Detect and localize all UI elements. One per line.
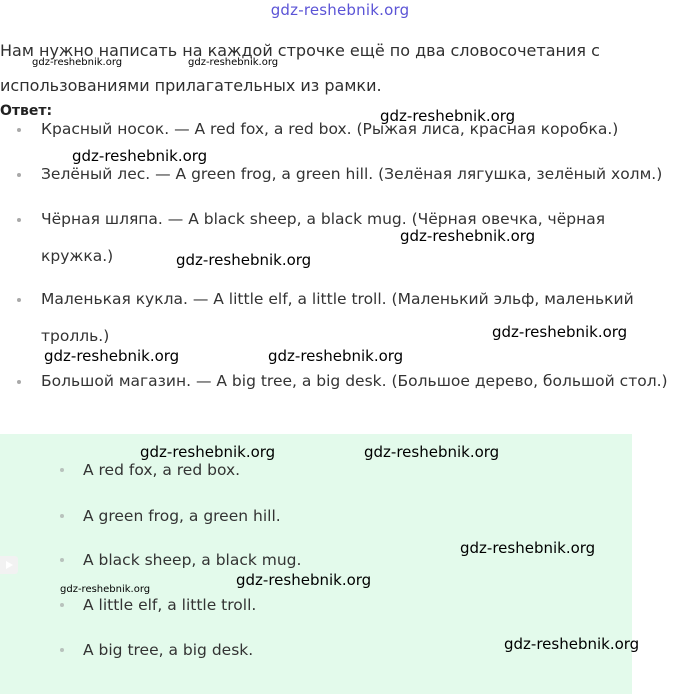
bullet-icon	[60, 648, 64, 652]
watermark: gdz-reshebnik.org	[364, 443, 500, 461]
bullet-icon	[17, 128, 21, 132]
watermark: gdz-reshebnik.org	[32, 57, 123, 68]
watermark: gdz-reshebnik.org	[176, 251, 312, 269]
watermark: gdz-reshebnik.org	[380, 107, 516, 125]
answer-text: Красный носок. — A red fox, a red box. (Рыжая лиса, красная коробка.)	[41, 120, 619, 138]
bullet-icon	[17, 173, 21, 177]
watermark: gdz-reshebnik.org	[492, 323, 628, 341]
bullet-icon	[17, 380, 21, 384]
bullet-icon	[60, 468, 64, 472]
watermark: gdz-reshebnik.org	[400, 227, 536, 245]
task-intro: Нам нужно написать на каждой строчке ещё по два словосочетания с использованиями прилагательных из рамки.	[0, 41, 600, 95]
watermark: gdz-reshebnik.org	[44, 347, 180, 365]
bullet-icon	[60, 603, 64, 607]
english-answer-text: A little elf, a little troll.	[83, 596, 257, 614]
answer-text: Чёрная шляпа. — A black sheep, a black mug. (Чёрная овечка, чёрная кружка.)	[41, 210, 606, 265]
bullet-icon	[17, 298, 21, 302]
watermark: gdz-reshebnik.org	[236, 571, 372, 589]
bullet-icon	[60, 514, 64, 518]
watermark: gdz-reshebnik.org	[140, 443, 276, 461]
bullet-icon	[17, 218, 21, 222]
english-answer-box	[0, 434, 632, 694]
english-answer-text: A big tree, a big desk.	[83, 641, 254, 659]
play-button[interactable]	[0, 556, 18, 574]
watermark: gdz-reshebnik.org	[504, 635, 640, 653]
play-icon	[4, 560, 14, 570]
answer-text: Большой магазин. — A big tree, a big desk. (Большое дерево, большой стол.)	[41, 372, 668, 390]
answer-text: Маленькая кукла. — A little elf, a little troll. (Маленький эльф, маленький тролль.)	[41, 290, 634, 345]
watermark: gdz-reshebnik.org	[460, 539, 596, 557]
watermark: gdz-reshebnik.org	[72, 147, 208, 165]
site-title[interactable]: gdz-reshebnik.org	[270, 1, 410, 19]
english-answer-text: A black sheep, a black mug.	[83, 551, 302, 569]
watermark: gdz-reshebnik.org	[188, 57, 279, 68]
english-answer-text: A green frog, a green hill.	[83, 507, 281, 525]
answer-heading: Ответ:	[0, 103, 53, 119]
answer-text: Зелёный лес. — A green frog, a green hill. (Зелёная лягушка, зелёный холм.)	[41, 165, 663, 183]
watermark: gdz-reshebnik.org	[60, 584, 151, 595]
english-answer-text: A red fox, a red box.	[83, 461, 241, 479]
watermark: gdz-reshebnik.org	[268, 347, 404, 365]
bullet-icon	[60, 558, 64, 562]
